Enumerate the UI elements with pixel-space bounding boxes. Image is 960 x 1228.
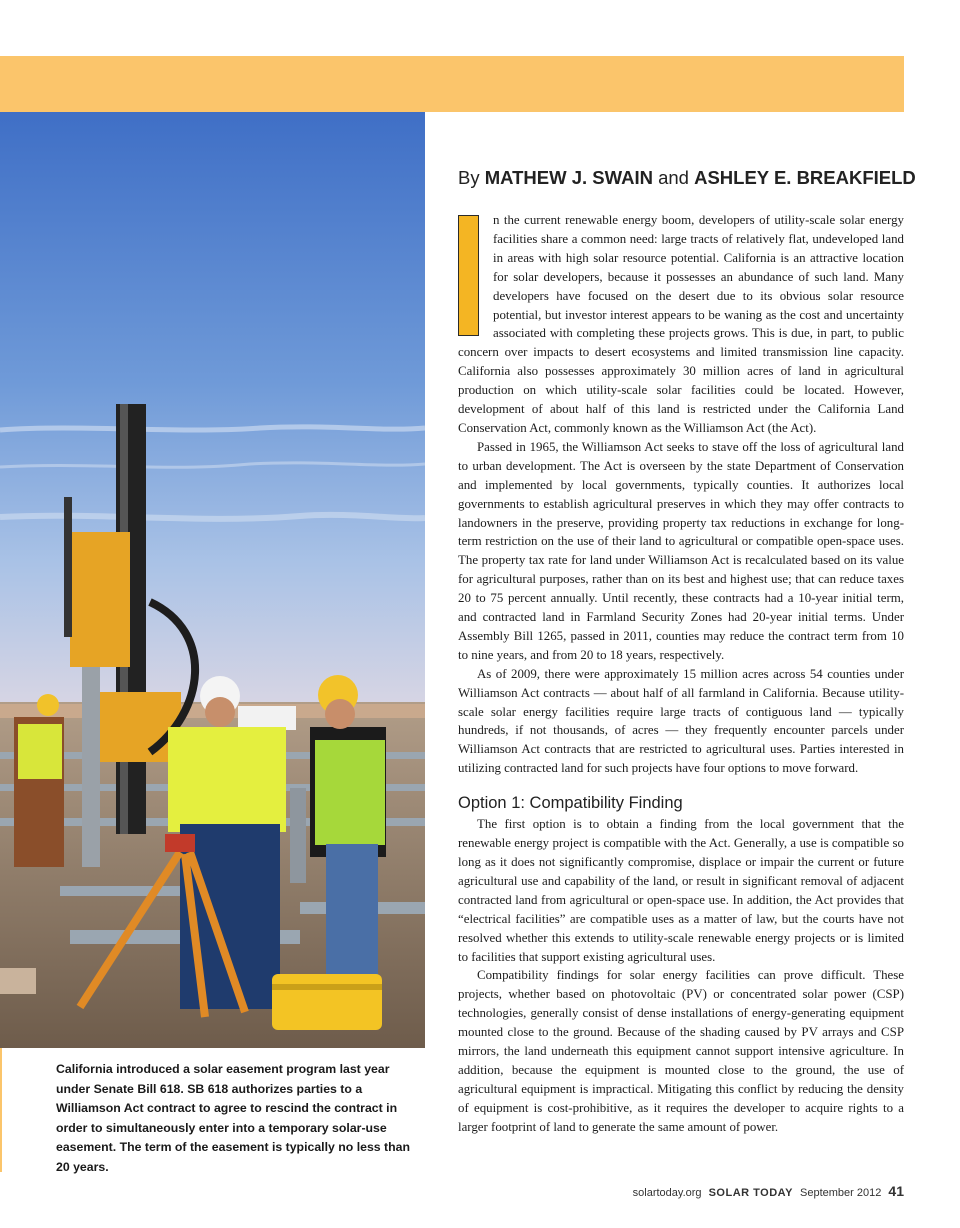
paragraph-1-text: n the current renewable energy boom, developers of utility-scale solar energy facilities share a common need: large tracts of relatively flat, undeveloped land in areas with high solar resource potential. California is an attractive location for solar developers, because it possesses an abundance of such land. Many developers have focused on the desert due to its obvious solar resource potential, but investor interest appears to be waning as the cost and uncertainty associated with completing these projects grows. This is due, in part, to public concern over impacts to desert ecosystems and limited transmission line capacity. California also possesses approximately 30 million acres of land in agricultural production on which utility-scale solar facilities could be located. However, development of about half of this land is restricted under the California Land Conservation Act, commonly known as the Williamson Act (the Act). (458, 213, 904, 435)
drop-cap-i (458, 215, 479, 336)
caption-side-rule (0, 1048, 2, 1172)
section-heading: Option 1: Compatibility Finding (458, 794, 683, 813)
article-body (458, 211, 904, 1137)
footer-issue: September 2012 (800, 1187, 882, 1199)
page-footer (633, 1183, 904, 1199)
photo-caption: California introduced a solar easement program last year under Senate Bill 618. SB 618 authorizes parties to a Williamson Act contract to agree to rescind the contract in order to simultaneously enter into a temporary solar-use easement. The term of the easement is typically no less than 20 years. (56, 1062, 410, 1174)
footer-magazine: SOLAR TODAY (708, 1187, 793, 1199)
paragraph-4: The first option is to obtain a finding from the local government that the renewable energy project is compatible with the Act. Generally, a use is compatible so long as it does not significantly compromise, displace or impair the current or future agricultural use and capability of the land, or result in significant removal of adjacent contracted land from agricultural or open-space use. In addition, the Act provides that “electrical facilities” are compatible uses as a matter of law, but the courts have not resolved whether this extends to utility-scale renewable energy projects or is limited to facilities that support existing agricultural uses. (458, 817, 904, 964)
paragraph-1 (458, 211, 904, 438)
header-color-band (0, 56, 904, 112)
byline (458, 167, 916, 189)
footer-site: solartoday.org (632, 1187, 702, 1199)
paragraph-5: Compatibility findings for solar energy facilities can prove difficult. These projects, whether based on photovoltaic (PV) or concentrated solar power (CSP) technologies, generally consist of dense installations of energy-generating equipment mounted close to the ground. Because of the shading caused by PV arrays and CSP mirrors, the land underneath this equipment cannot support intensive agriculture. In addition, because the equipment is mounted close to the ground, the use of agricultural equipment is impractical. Mitigating this conflict by reducing the density of equipment is cost-prohibitive, as it requires the developer to acquire rights to a larger footprint of land to generate the same amount of power. (458, 968, 904, 1134)
paragraph-3: As of 2009, there were approximately 15 million acres across 54 counties under Williamson Act contracts — about half of all farmland in California. Because utility-scale solar energy facilities require large tracts of contiguous land — typically hundreds, if not thousands, of acres — they frequently encounter parcels under Williamson Act contracts that are restricted to agricultural uses. Parties interested in utilizing contracted land for such projects have four options to move forward. (458, 666, 904, 776)
author-1: MATHEW J. SWAIN (484, 167, 653, 188)
byline-conjunction: and (658, 167, 689, 188)
byline-prefix: By (458, 167, 480, 188)
page-number: 41 (888, 1183, 904, 1199)
photo-solar-installation-workers (0, 112, 425, 1048)
author-2: ASHLEY E. BREAKFIELD (694, 167, 916, 188)
paragraph-2: Passed in 1965, the Williamson Act seeks to stave off the loss of agricultural land to urban development. The Act is overseen by the state Department of Conservation and implemented by local governments, typically counties. It authorizes local governments to establish agricultural preserves in which they may offer contracts to landowners in the preserve, providing property tax reductions in exchange for long-term restriction on the use of their land to agricultural or compatible open-space uses. The property tax rate for land under Williamson Act is recalculated based on its value for agricultural purposes, rather than on its best and highest use; that can reduce taxes 20 to 75 percent annually. Until recently, these contracts had a 10-year initial term, and contracted land in Farmland Security Zones had 20-year initial terms. Under Assembly Bill 1265, passed in 2011, counties may reduce the contract term from 10 to nine years, and from 20 to 18 years, respectively. (458, 439, 904, 662)
